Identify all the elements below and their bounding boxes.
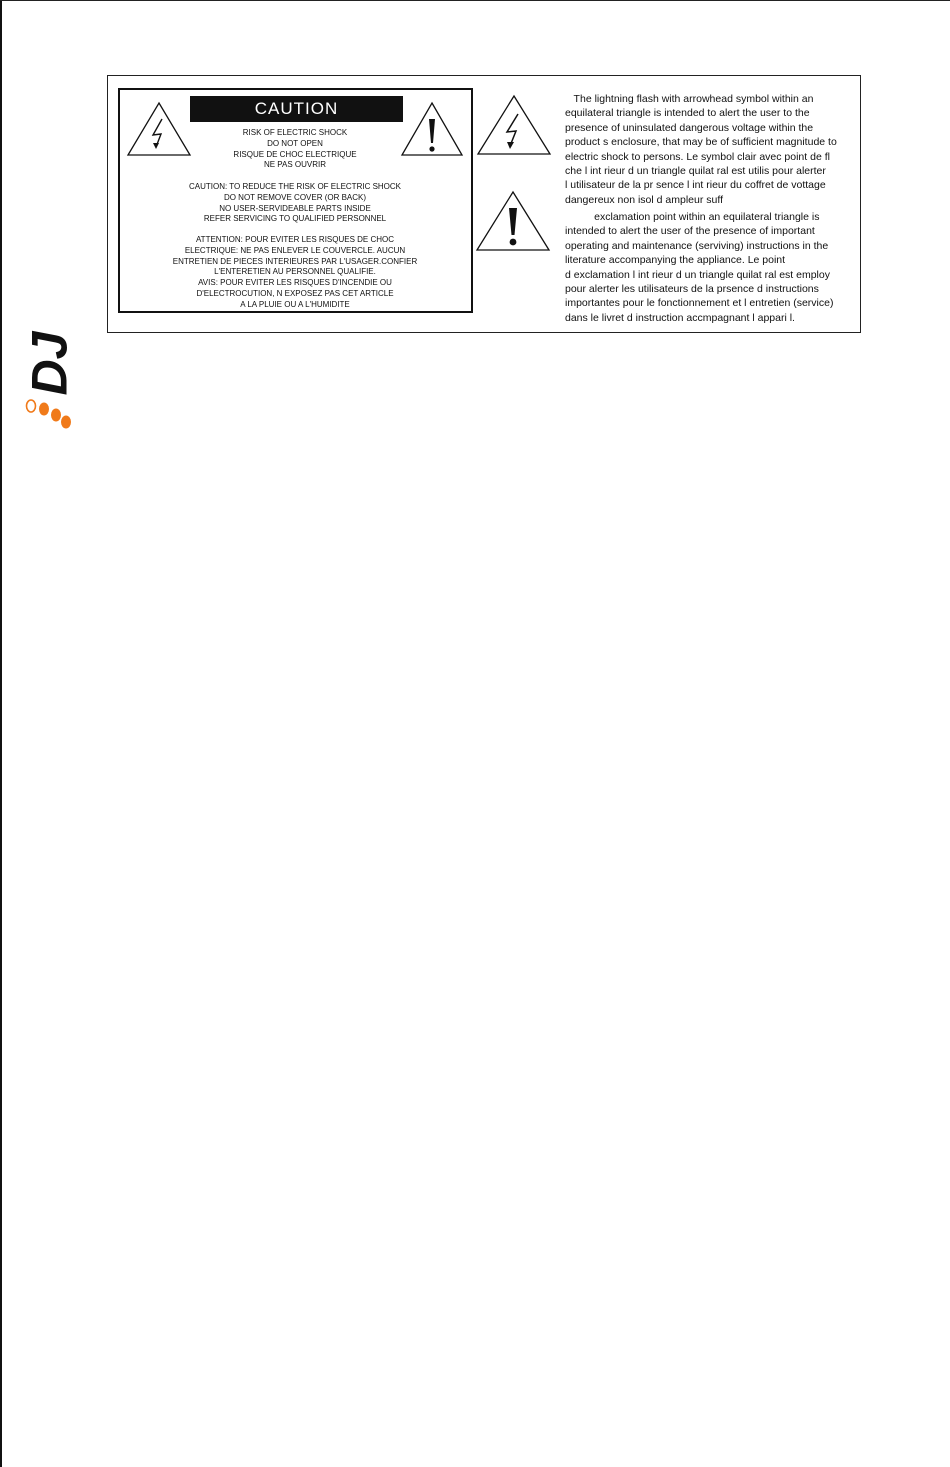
french-caution-line: L'ENTERETIEN AU PERSONNEL QUALIFIE. [214,267,376,277]
exclamation-explanation-line: dans le livret d instruction accmpagnant l appari l. [565,311,795,324]
page-top-edge [0,0,950,1]
exclamation-explanation [565,210,865,325]
dj-logo-text: DJ [22,331,77,396]
lightning-explanation-line: equilateral triangle is intended to alert the user to the [565,107,810,120]
french-caution-line: A LA PLUIE OU A L'HUMIDITE [240,299,350,309]
shock-line: DO NOT OPEN [267,138,323,148]
lightning-explanation-line: electric shock to persons. Le symbol clair avec point de fl [565,150,830,163]
french-caution-text [150,235,440,311]
lightning-explanation-line: The lightning flash with arrowhead symbol within an [565,93,814,105]
french-caution-line: AVIS: POUR EVITER LES RISQUES D'INCENDIE OU [198,278,392,288]
dj-logo [22,285,77,435]
caution-header: CAUTION [190,96,403,122]
exclamation-triangle-icon [475,190,551,252]
logo-dot-outline [27,400,36,412]
english-caution-line: REFER SERVICING TO QUALIFIED PERSONNEL [203,214,387,224]
lightning-explanation-line: presence of uninsulated dangerous voltage within the [565,121,814,134]
exclamation-explanation-line: importantes pour le fonctionnement et l entretien (service) [565,297,834,310]
logo-dot [39,403,49,416]
lightning-explanation [565,92,865,207]
english-caution-text [150,182,440,225]
shock-warning-text [150,128,440,171]
lightning-explanation-line: product s enclosure, that may be of sufficient magnitude to [565,136,837,149]
logo-dot [51,409,61,422]
exclamation-explanation-line: literature accompanying the appliance. Le point [565,254,786,267]
exclamation-explanation-line: pour alerter les utilisateurs de la prsence d instructions [565,283,819,296]
exclamation-explanation-line: operating and maintenance (serviving) instructions in the [565,239,829,252]
shock-line: NE PAS OUVRIR [263,160,327,170]
french-caution-line: ENTRETIEN DE PIECES INTERIEURES PAR L'USAGER.CONFIER [172,256,418,266]
exclamation-explanation-line: exclamation point within an equilateral triangle is [565,211,820,223]
lightning-explanation-line: dangereux non isol d ampleur suff [565,193,723,206]
french-caution-line: D'ELECTROCUTION, N EXPOSEZ PAS CET ARTICLE [196,288,394,298]
lightning-triangle-icon [476,94,552,156]
french-caution-line: ELECTRIQUE: NE PAS ENLEVER LE COUVERCLE. AUCUN [184,245,406,255]
logo-dot [61,416,71,429]
english-caution-line: NO USER-SERVIDEABLE PARTS INSIDE [219,203,371,213]
exclamation-explanation-line: intended to alert the user of the presence of important [565,225,815,238]
french-caution-line: ATTENTION: POUR EVITER LES RISQUES DE CHOC [195,235,395,244]
english-caution-line: DO NOT REMOVE COVER (OR BACK) [223,192,367,202]
page-left-edge [0,0,2,1467]
english-caution-line: CAUTION: TO REDUCE THE RISK OF ELECTRIC SHOCK [188,182,402,191]
shock-line: RISK OF ELECTRIC SHOCK [242,128,348,137]
lightning-explanation-line: che l int rieur d un triangle quilat ral est utilis pour alerter [565,165,826,178]
lightning-explanation-line: l utilisateur de la pr sence l int rieur du coffret de vottage [565,179,826,192]
exclamation-explanation-line: d exclamation l int rieur d un triangle quilat ral est employ [565,268,830,281]
shock-line: RISQUE DE CHOC ELECTRIQUE [233,149,357,159]
